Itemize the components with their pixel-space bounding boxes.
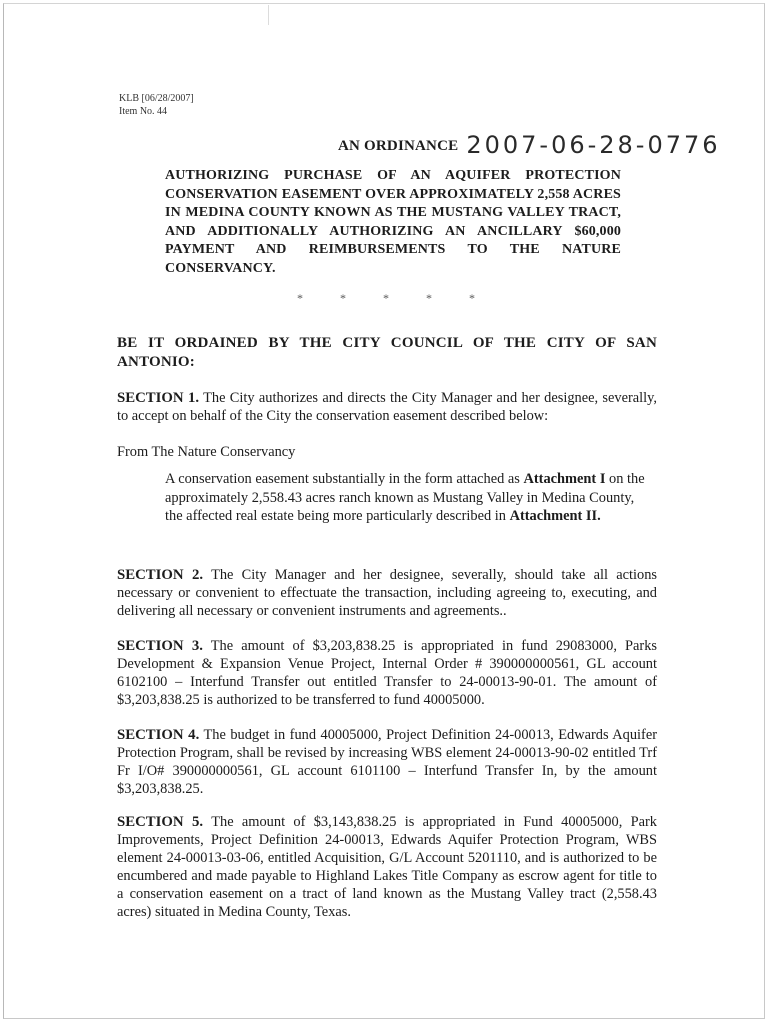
scan-fold-line — [268, 5, 269, 25]
attachment-2-ref: Attachment II. — [509, 508, 601, 524]
section-text: The amount of $3,143,838.25 is appropriated in Fund 40005000, Park Improvements, Project Definition 24-00013, Edwards Aquifer Protection Program, WBS element 24-00013-03-06, entitled Acquisition, G/L Account 5201110, and is authorized to be encumbered and made payable to Highland Lakes Title Company as escrow agent for title to a conservation easement on a tract of land known as the Mustang Valley tract (2,558.43 acres) situated in Medina County, Texas. — [117, 814, 657, 920]
easement-text-before: A conservation easement substantially in the form attached as — [165, 471, 520, 487]
easement-description — [165, 470, 650, 526]
section-text: The City Manager and her designee, severally, should take all actions necessary or convenient to effectuate the transaction, including agreeing to, executing, and delivering all necessary or convenient instruments and agreements.. — [117, 567, 658, 619]
easement-text-middle: on the approximately 2,558.43 acres ranch known as Mustang Valley in Medina County, the affected real estate being more particularly described in — [165, 471, 645, 524]
item-number: Item No. 44 — [119, 106, 168, 117]
section-label: SECTION 1. — [117, 390, 200, 406]
section-5 — [117, 813, 657, 921]
section-text: The City authorizes and directs the City Manager and her designee, severally, to accept on behalf of the City the conservation easement described below: — [117, 390, 657, 424]
section-3 — [117, 637, 657, 709]
ordinance-title: AUTHORIZING PURCHASE OF AN AQUIFER PROTECTION CONSERVATION EASEMENT OVER APPROXIMATELY 2,558 ACRES IN MEDINA COUNTY KNOWN AS THE MUSTANG VALLEY TRACT, AND ADDITIONALLY AUTHORIZING AN ANCILLARY $60,000 PAYMENT AND REIMBURSEMENTS TO THE NATURE CONSERVANCY. — [165, 168, 621, 276]
section-label: SECTION 5. — [117, 814, 204, 830]
section-2 — [117, 566, 657, 620]
document-meta — [119, 92, 194, 118]
section-label: SECTION 2. — [117, 567, 204, 583]
section-label: SECTION 4. — [117, 727, 200, 743]
author-date: KLB [06/28/2007] — [119, 93, 194, 104]
from-line: From The Nature Conservancy — [117, 444, 296, 460]
section-4 — [117, 726, 657, 798]
section-text: The amount of $3,203,838.25 is appropriated in fund 29083000, Parks Development & Expansion Venue Project, Internal Order # 390000000561, GL account 6102100 – Interfund Transfer out entitled Transfer to 24-00013-90-01. The amount of $3,203,838.25 is authorized to be transferred to fund 40005000. — [117, 638, 657, 708]
section-1 — [117, 389, 657, 425]
enacting-clause: BE IT ORDAINED BY THE CITY COUNCIL OF THE CITY OF SAN ANTONIO: — [117, 335, 657, 370]
ordinance-label: AN ORDINANCE — [338, 138, 459, 154]
attachment-1-ref: Attachment I — [523, 471, 606, 487]
separator-stars: * * * * * — [297, 291, 492, 305]
section-label: SECTION 3. — [117, 638, 203, 654]
ordinance-heading — [338, 128, 721, 159]
ordinance-number: 2007-06-28-0776 — [466, 131, 721, 159]
section-text: The budget in fund 40005000, Project Definition 24-00013, Edwards Aquifer Protection Program, shall be revised by increasing WBS element 24-00013-90-02 entitled Trf Fr I/O# 390000000561, GL account 6101100 – Interfund Transfer In, by the amount $3,203,838.25. — [117, 727, 657, 797]
